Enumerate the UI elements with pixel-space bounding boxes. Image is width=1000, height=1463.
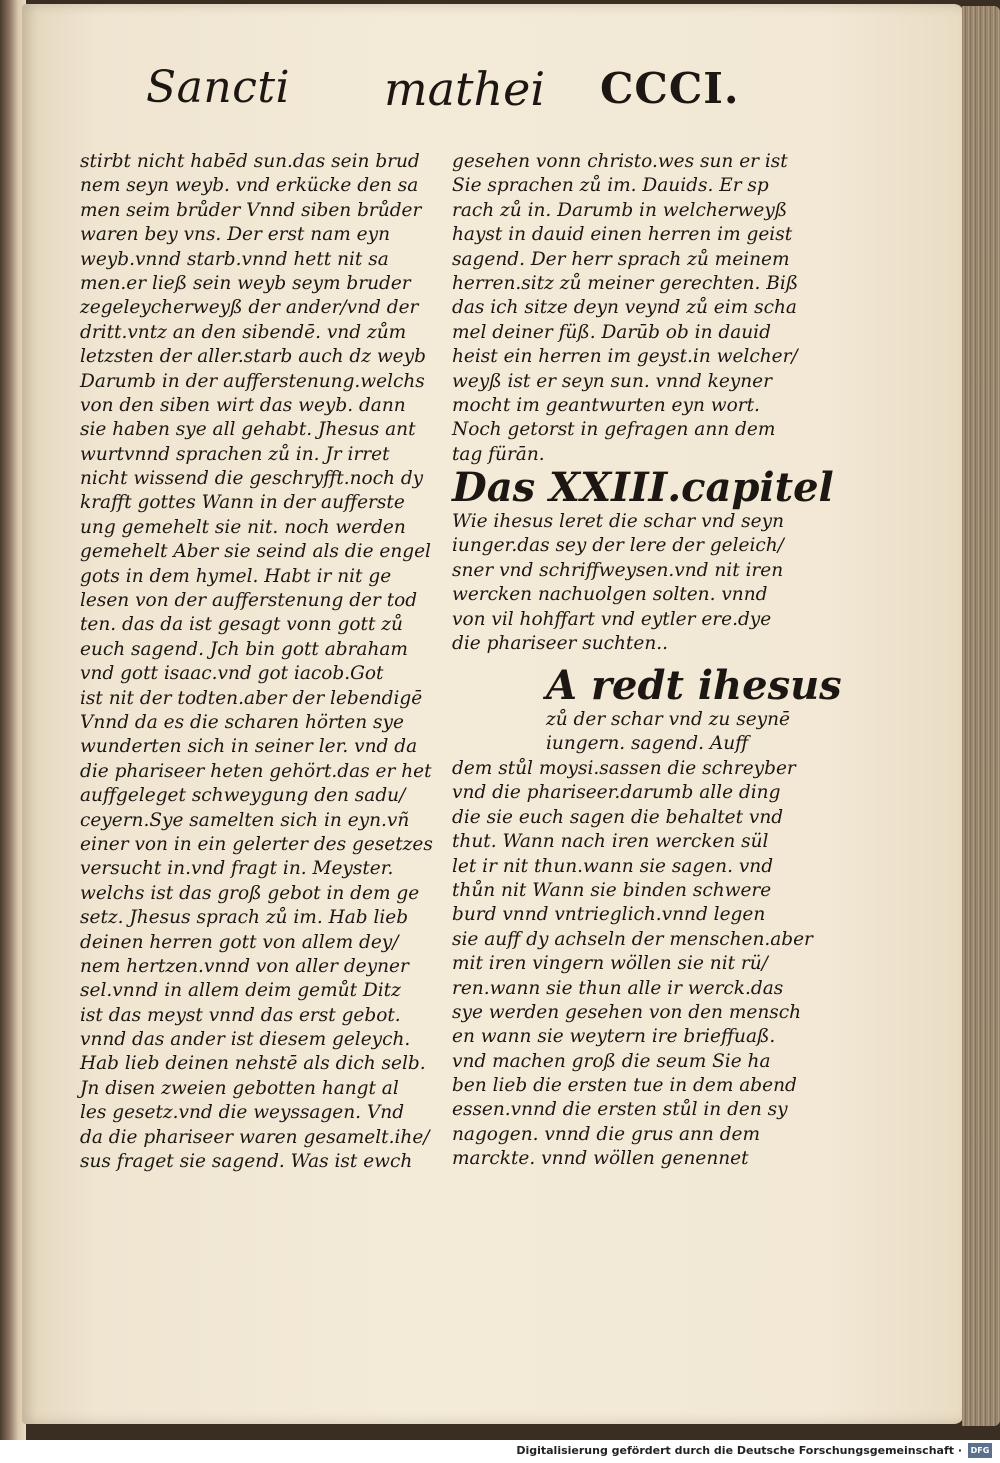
text-line: thůn nit Wann sie binden schwere (452, 879, 772, 901)
chapter-summary (452, 510, 784, 656)
text-line: iungern. sagend. Auff (546, 733, 749, 755)
text-line: versucht in.vnd fragt in. Meyster. (80, 858, 394, 880)
text-line: hayst in dauid einen herren im geist (452, 224, 793, 246)
text-line: mit iren vingern wöllen sie nit rü/ (452, 953, 768, 975)
text-line: sie haben sye all gehabt. Jhesus ant (80, 419, 416, 441)
text-line: nem hertzen.vnnd von aller deyner (80, 955, 409, 977)
text-line: letzsten der aller.starb auch dz weyb (80, 346, 426, 368)
page-fore-edge (962, 6, 1000, 1426)
summary-line: von vil hohffart vnd eytler ere.dye (452, 608, 772, 630)
text-line: burd vnnd vntrieglich.vnnd legen (452, 904, 766, 926)
digitization-credit-bar (0, 1440, 1000, 1463)
text-line: mocht im geantwurten eyn wort. (452, 394, 760, 416)
text-line: Noch getorst in gefragen ann dem (452, 419, 776, 441)
left-text-column (80, 150, 433, 1174)
running-head-left: Sancti (146, 62, 291, 113)
text-line: auffgeleget schweygung den sadu/ (80, 785, 406, 807)
text-line: welchs ist das groß gebot in dem ge (80, 882, 420, 904)
running-head-center: mathei (384, 62, 546, 116)
text-line: vnd machen groß die seum Sie ha (452, 1050, 771, 1072)
text-line: ben lieb die ersten tue in dem abend (452, 1075, 797, 1097)
text-line: rach zů in. Darumb in welcherweyß (452, 199, 788, 221)
text-line: Darumb in der aufferstenung.welchs (80, 370, 425, 392)
text-line: sye werden gesehen von den mensch (452, 1001, 802, 1023)
text-line: sel.vnnd in allem deim gemůt Ditz (80, 980, 401, 1002)
text-line: gemehelt Aber sie seind als die engel (80, 541, 431, 563)
text-line: Vnnd da es die scharen hörten sye (80, 711, 404, 733)
summary-line: Wie ihesus leret die schar vnd seyn (452, 511, 784, 532)
text-line: sus fraget sie sagend. Was ist ewch (80, 1151, 413, 1173)
text-line: tag fürān. (452, 443, 545, 465)
text-line: ist nit der todten.aber der lebendigē (80, 687, 423, 709)
text-line: dem stůl moysi.sassen die schreyber (452, 758, 796, 779)
text-line: vnd gott isaac.vnd got iacob.Got (80, 663, 384, 685)
text-line: weyß ist er seyn sun. vnnd keyner (452, 370, 772, 392)
text-line: ist das meyst vnnd das erst gebot. (80, 1004, 401, 1026)
text-line: gots in dem hymel. Habt ir nit ge (80, 565, 392, 587)
text-line: heist ein herren im geyst.in welcher/ (452, 346, 798, 368)
text-line: Hab lieb deinen nehstē als dich selb. (80, 1053, 426, 1075)
text-line: mel deiner füß. Darūb ob in dauid (452, 321, 771, 343)
text-line: Sie sprachen zů im. Dauids. Er sp (452, 175, 769, 197)
text-line: vnd die phariseer.darumb alle ding (452, 782, 781, 804)
text-line: setz. Jhesus sprach zů im. Hab lieb (80, 907, 409, 929)
text-line: gesehen vonn christo.wes sun er ist (452, 151, 788, 172)
text-line: ten. das da ist gesagt vonn gott zů (80, 614, 403, 636)
right-text-column-body (452, 757, 813, 1172)
text-line: herren.sitz zů meiner gerechten. Biß (452, 272, 799, 294)
text-line: nagogen. vnnd die grus ann dem (452, 1123, 761, 1145)
text-line: stirbt nicht habēd sun.das sein brud (80, 151, 420, 172)
text-line: wunderten sich in seiner ler. vnd da (80, 736, 418, 758)
text-line: let ir nit thun.wann sie sagen. vnd (452, 855, 774, 877)
text-line: men.er ließ sein weyb seym bruder (80, 272, 411, 294)
right-text-column-top (452, 150, 802, 467)
text-line: zegeleycherweyß der ander/vnd der (80, 297, 419, 319)
text-line: zů der schar vnd zu seynē (546, 709, 790, 730)
text-line: dritt.vntz an den sibendē. vnd zům (80, 321, 407, 343)
text-line: nem seyn weyb. vnd erkücke den sa (80, 175, 419, 197)
text-line: ung gemehelt sie nit. noch werden (80, 516, 406, 538)
text-line: die sie euch sagen die behaltet vnd (452, 806, 784, 828)
summary-line: iunger.das sey der lere der geleich/ (452, 535, 784, 557)
text-line: die phariseer heten gehört.das er het (80, 760, 432, 782)
text-line: waren bey vns. Der erst nam eyn (80, 224, 390, 246)
text-line: marckte. vnnd wöllen genennet (452, 1148, 749, 1170)
text-line: wurtvnnd sprachen zů in. Jr irret (80, 443, 390, 465)
text-line: lesen von der aufferstenung der tod (80, 590, 418, 612)
text-line: vnnd das ander ist diesem geleych. (80, 1029, 411, 1051)
indented-lines (546, 708, 790, 757)
text-line: sagend. Der herr sprach zů meinem (452, 248, 790, 270)
summary-line: sner vnd schriffweysen.vnd nit iren (452, 559, 784, 581)
summary-line: die phariseer suchten.. (452, 632, 668, 654)
text-line: thut. Wann nach iren wercken sül (452, 831, 769, 853)
chapter-opening-line: A redt ihesus (546, 662, 842, 709)
text-line: euch sagend. Jch bin gott abraham (80, 638, 408, 660)
text-line: krafft gottes Wann in der aufferste (80, 492, 405, 514)
text-line: essen.vnnd die ersten stůl in den sy (452, 1099, 788, 1121)
text-line: weyb.vnnd starb.vnnd hett nit sa (80, 248, 389, 270)
text-line: das ich sitze deyn veynd zů eim scha (452, 297, 797, 319)
text-line: ren.wann sie thun alle ir werck.das (452, 977, 784, 999)
text-line: nicht wissend die geschryfft.noch dy (80, 468, 424, 490)
text-line: en wann sie weytern ire brieffuaß. (452, 1026, 776, 1048)
text-line: da die phariseer waren gesamelt.ihe/ (80, 1126, 430, 1148)
text-line: sie auff dy achseln der menschen.aber (452, 928, 813, 950)
credit-text: Digitalisierung gefördert durch die Deutsche Forschungsgemeinschaft · (516, 1444, 962, 1457)
text-line: von den siben wirt das weyb. dann (80, 394, 406, 416)
summary-line: wercken nachuolgen solten. vnnd (452, 584, 768, 606)
text-line: einer von in ein gelerter des gesetzes (80, 833, 433, 855)
chapter-heading: Das XXIII.capitel (452, 464, 834, 511)
text-line: ceyern.Sye samelten sich in eyn.vñ (80, 809, 410, 831)
text-line: Jn disen zweien gebotten hangt al (80, 1077, 399, 1099)
text-line: les gesetz.vnd die weyssagen. Vnd (80, 1102, 405, 1124)
text-line: deinen herren gott von allem dey/ (80, 931, 399, 953)
text-line: men seim brůder Vnnd siben brůder (80, 199, 422, 221)
folio-number: CCCI. (600, 64, 740, 113)
dfg-logo: DFG (968, 1443, 992, 1458)
